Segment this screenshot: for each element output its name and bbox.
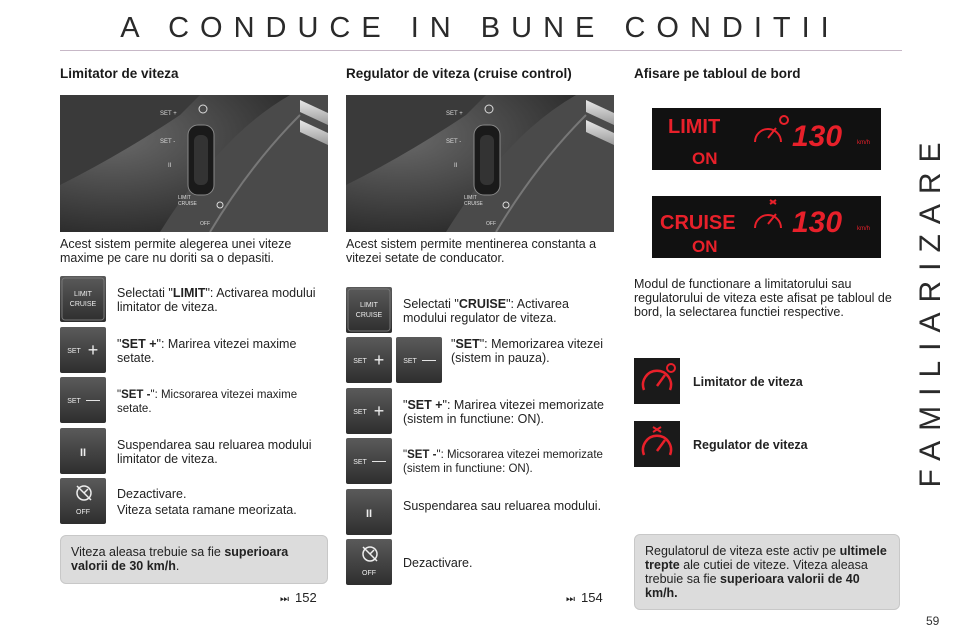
cruise-display-panel	[652, 196, 881, 258]
svg-text:130: 130	[792, 206, 843, 239]
off-button-icon	[60, 478, 106, 524]
set-plus-button-icon	[60, 327, 106, 373]
svg-text:SET: SET	[67, 348, 81, 355]
cruise-control-warning-icon	[634, 421, 680, 467]
svg-text:SET: SET	[67, 398, 81, 405]
svg-text:ON: ON	[692, 237, 718, 256]
svg-text:—: —	[372, 452, 386, 468]
svg-text:II: II	[79, 447, 87, 459]
svg-text:OFF: OFF	[362, 570, 376, 577]
page-ref-arrow-icon: ⏭	[280, 594, 289, 605]
side-label	[901, 120, 960, 500]
pause-button-icon	[346, 489, 392, 535]
svg-text:km/h: km/h	[857, 140, 871, 146]
col2-intro: Acest sistem permite mentinerea constanta a vitezei setate de conducator.	[346, 237, 597, 265]
svg-text:SET +: SET +	[160, 111, 177, 117]
svg-text:LIMIT: LIMIT	[74, 291, 92, 298]
cruise-control-label: Regulator de viteza	[693, 438, 808, 452]
col2-item-set-text: "SET": Memorizarea vitezei (sistem in pauza).	[451, 337, 603, 365]
svg-text:II: II	[168, 163, 172, 169]
svg-text:SET: SET	[353, 409, 367, 416]
col2-item-setminus-text: "SET -": Micsorarea vitezei memorizate (sistem in functiune: ON).	[403, 449, 603, 475]
col2-item-cruise-text: Selectati "CRUISE": Activarea modului regulator de viteza.	[403, 297, 569, 325]
col1-item-off-text: Dezactivare.	[117, 487, 187, 501]
speed-limiter-label: Limitator de viteza	[693, 375, 803, 389]
svg-text:SET +: SET +	[446, 111, 463, 117]
svg-text:+: +	[87, 340, 99, 360]
col3-note: Regulatorul de viteza este activ pe ultimele trepte ale cutiei de viteze. Viteza aleasa trebuie sa fie superioara valorii de 40 km/h.	[634, 534, 900, 610]
set-minus-button-icon	[346, 438, 392, 484]
limit-cruise-button-icon	[346, 287, 392, 333]
col2-page-ref[interactable]: ⏭ 154	[566, 590, 603, 605]
svg-text:CRUISE: CRUISE	[178, 201, 197, 207]
set-plus-button-icon	[346, 388, 392, 434]
svg-text:130: 130	[792, 120, 843, 153]
svg-text:CRUISE: CRUISE	[660, 212, 736, 234]
svg-text:LIMIT: LIMIT	[360, 302, 378, 309]
cruise-control-gauge-icon	[755, 200, 781, 228]
pause-button-icon	[60, 428, 106, 474]
limit-cruise-button-icon	[60, 276, 106, 322]
svg-text:II: II	[454, 163, 458, 169]
svg-text:+: +	[373, 350, 385, 370]
svg-text:CRUISE: CRUISE	[355, 312, 383, 319]
col2-item-off-text: Dezactivare.	[403, 556, 473, 570]
page-title: A CONDUCE IN BUNE CONDITII	[120, 12, 840, 44]
col1-item-limit-text: Selectati "LIMIT": Activarea modului limitator de viteza.	[117, 286, 316, 314]
col2-item-setplus-text: "SET +": Marirea vitezei memorizate (sistem in functiune: ON).	[403, 398, 604, 426]
col2-item-pause-text: Suspendarea sau reluarea modului.	[403, 499, 602, 513]
col1-item-setplus-text: "SET +": Marirea vitezei maxime setate.	[117, 337, 297, 365]
set-minus-button-icon	[60, 377, 106, 423]
svg-text:—: —	[86, 391, 100, 407]
svg-text:SET: SET	[353, 459, 367, 466]
speed-limiter-warning-icon	[634, 358, 680, 404]
set-plus-button-icon	[346, 337, 392, 383]
svg-text:OFF: OFF	[486, 221, 496, 227]
svg-text:CRUISE: CRUISE	[69, 301, 97, 308]
svg-text:SET -: SET -	[160, 139, 176, 145]
limit-display-panel	[652, 108, 881, 170]
svg-text:OFF: OFF	[76, 509, 90, 516]
col1-heading: Limitator de viteza	[60, 66, 179, 81]
col2-heading: Regulator de viteza (cruise control)	[346, 66, 572, 81]
page-ref-arrow-icon: ⏭	[566, 594, 575, 605]
col1-item-setminus-text: "SET -": Micsorarea vitezei maxime setate.	[117, 389, 298, 415]
svg-text:ON: ON	[692, 149, 718, 168]
svg-text:km/h: km/h	[857, 226, 871, 232]
svg-text:SET: SET	[403, 358, 417, 365]
svg-text:SET -: SET -	[446, 139, 462, 145]
page-number: 59	[926, 614, 940, 628]
col1-item-pause-text: Suspendarea sau reluarea modului limitator de viteza.	[117, 438, 312, 466]
svg-text:OFF: OFF	[200, 221, 210, 227]
svg-text:SET: SET	[353, 358, 367, 365]
steering-wheel-photo-limiter	[60, 95, 328, 232]
svg-text:CRUISE: CRUISE	[464, 201, 483, 207]
svg-text:+: +	[373, 401, 385, 421]
col1-page-ref[interactable]: ⏭ 152	[280, 590, 317, 605]
svg-text:—: —	[422, 351, 436, 367]
col1-item-off-text2: Viteza setata ramane meorizata.	[117, 503, 297, 517]
svg-text:II: II	[365, 508, 373, 520]
off-button-icon	[346, 539, 392, 585]
steering-wheel-photo-cruise	[346, 95, 614, 232]
svg-text:LIMIT: LIMIT	[668, 116, 721, 138]
col3-heading: Afisare pe tabloul de bord	[634, 66, 801, 81]
speed-limiter-gauge-icon	[755, 116, 788, 142]
col1-intro: Acest sistem permite alegerea unei viteze maxime pe care nu doriti sa o depasiti.	[60, 237, 292, 265]
col3-paragraph: Modul de functionare a limitatorului sau regulatorului de viteza este afisat pe tabloul de bord, la selectarea functiei respective.	[634, 277, 892, 319]
steering-wheel-stalk-icon	[60, 95, 328, 232]
title-divider	[60, 50, 902, 51]
col1-note: Viteza aleasa trebuie sa fie superioara valorii de 30 km/h.	[60, 535, 328, 584]
steering-wheel-stalk-icon	[346, 95, 614, 232]
svg-text:LIMIT: LIMIT	[464, 195, 477, 201]
set-minus-button-icon	[396, 337, 442, 383]
svg-text:LIMIT: LIMIT	[178, 195, 191, 201]
side-label-text: FAMILIARIZARE	[914, 132, 947, 488]
